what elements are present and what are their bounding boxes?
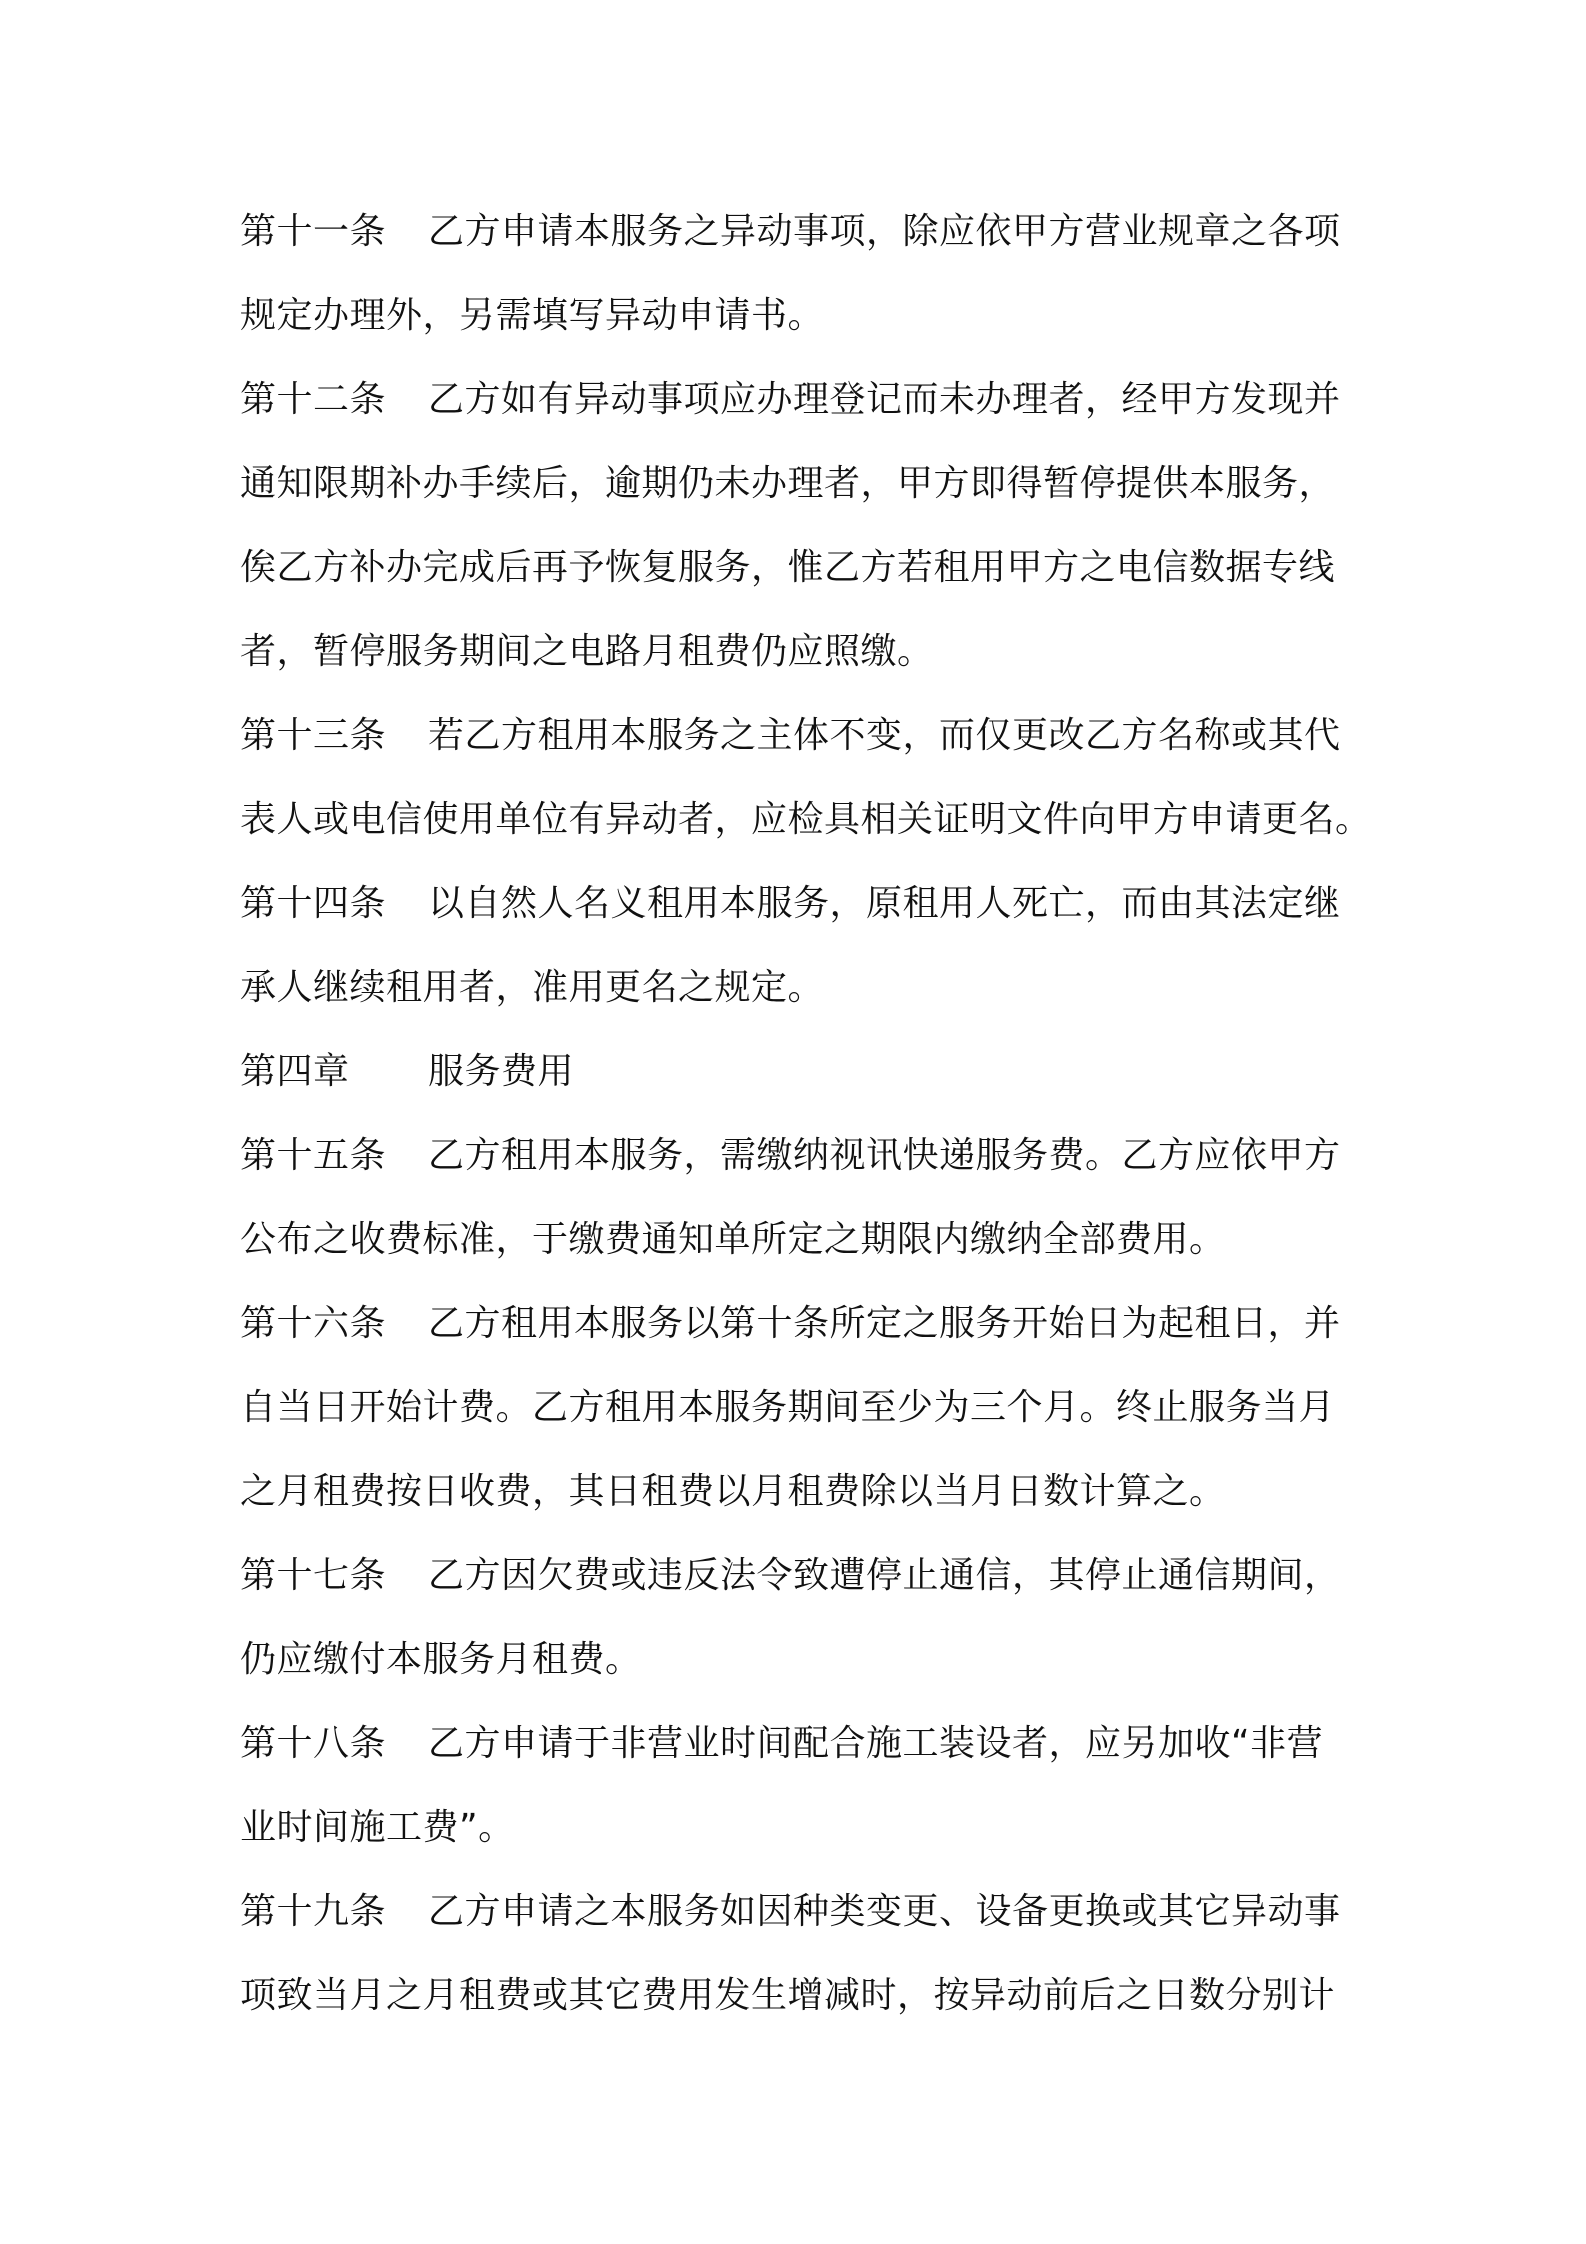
article-16-line-1 (240, 1282, 1360, 1366)
article-18-line-2 (240, 1786, 1360, 1870)
article-12-line-4 (240, 610, 1360, 694)
article-text: 乙方因欠费或违反法令致遭停止通信，其停止通信期间， (428, 1555, 1341, 1596)
article-text: 乙方申请本服务之异动事项，除应依甲方营业规章之各项 (428, 211, 1341, 252)
article-text: 业时间施工费”。 (240, 1807, 515, 1848)
article-19-line-2 (240, 1954, 1360, 2038)
article-label: 第十三条 (240, 715, 387, 756)
article-15-line-2 (240, 1198, 1360, 1282)
article-text: 俟乙方补办完成后再予恢复服务，惟乙方若租用甲方之电信数据专线 (240, 547, 1336, 588)
article-11-line-2 (240, 274, 1360, 358)
article-15-line-1 (240, 1114, 1360, 1198)
article-12-line-3 (240, 526, 1360, 610)
article-12-line-1 (240, 358, 1360, 442)
chapter-title: 服务费用 (428, 1051, 575, 1092)
article-17-line-1 (240, 1534, 1360, 1618)
article-text: 公布之收费标准，于缴费通知单所定之期限内缴纳全部费用。 (240, 1219, 1226, 1260)
article-label: 第十八条 (240, 1723, 387, 1764)
article-text: 乙方申请于非营业时间配合施工装设者，应另加收“非营 (428, 1723, 1324, 1764)
article-16-line-2 (240, 1366, 1360, 1450)
article-17-line-2 (240, 1618, 1360, 1702)
article-text: 乙方申请之本服务如因种类变更、设备更换或其它异动事 (428, 1891, 1341, 1932)
article-text: 项致当月之月租费或其它费用发生增减时，按异动前后之日数分别计 (240, 1975, 1336, 2016)
article-text: 乙方如有异动事项应办理登记而未办理者，经甲方发现并 (428, 379, 1341, 420)
article-13-line-1 (240, 694, 1360, 778)
chapter-label: 第四章 (240, 1051, 350, 1092)
article-12-line-2 (240, 442, 1360, 526)
article-11-line-1 (240, 190, 1360, 274)
article-13-line-2 (240, 778, 1372, 862)
article-16-line-3 (240, 1450, 1360, 1534)
article-text: 者，暂停服务期间之电路月租费仍应照缴。 (240, 631, 934, 672)
article-text: 自当日开始计费。乙方租用本服务期间至少为三个月。终止服务当月 (240, 1387, 1336, 1428)
article-label: 第十七条 (240, 1555, 387, 1596)
article-text: 仍应缴付本服务月租费。 (240, 1639, 642, 1680)
article-text: 之月租费按日收费，其日租费以月租费除以当月日数计算之。 (240, 1471, 1226, 1512)
article-text: 以自然人名义租用本服务，原租用人死亡，而由其法定继 (428, 883, 1341, 924)
article-text: 规定办理外，另需填写异动申请书。 (240, 295, 825, 336)
document-body (240, 190, 1372, 2038)
article-label: 第十一条 (240, 211, 387, 252)
article-label: 第十五条 (240, 1135, 387, 1176)
chapter-4-heading (240, 1030, 1360, 1114)
article-14-line-2 (240, 946, 1360, 1030)
article-text: 若乙方租用本服务之主体不变，而仅更改乙方名称或其代 (428, 715, 1341, 756)
article-label: 第十六条 (240, 1303, 387, 1344)
article-text: 乙方租用本服务以第十条所定之服务开始日为起租日，并 (428, 1303, 1341, 1344)
article-text: 表人或电信使用单位有异动者，应检具相关证明文件向甲方申请更名。 (240, 799, 1372, 840)
article-14-line-1 (240, 862, 1360, 946)
article-text: 承人继续租用者，准用更名之规定。 (240, 967, 825, 1008)
article-19-line-1 (240, 1870, 1360, 1954)
article-label: 第十九条 (240, 1891, 387, 1932)
article-label: 第十二条 (240, 379, 387, 420)
article-label: 第十四条 (240, 883, 387, 924)
article-text: 乙方租用本服务，需缴纳视讯快递服务费。乙方应依甲方 (428, 1135, 1341, 1176)
article-18-line-1 (240, 1702, 1360, 1786)
article-text: 通知限期补办手续后，逾期仍未办理者，甲方即得暂停提供本服务， (240, 463, 1336, 504)
